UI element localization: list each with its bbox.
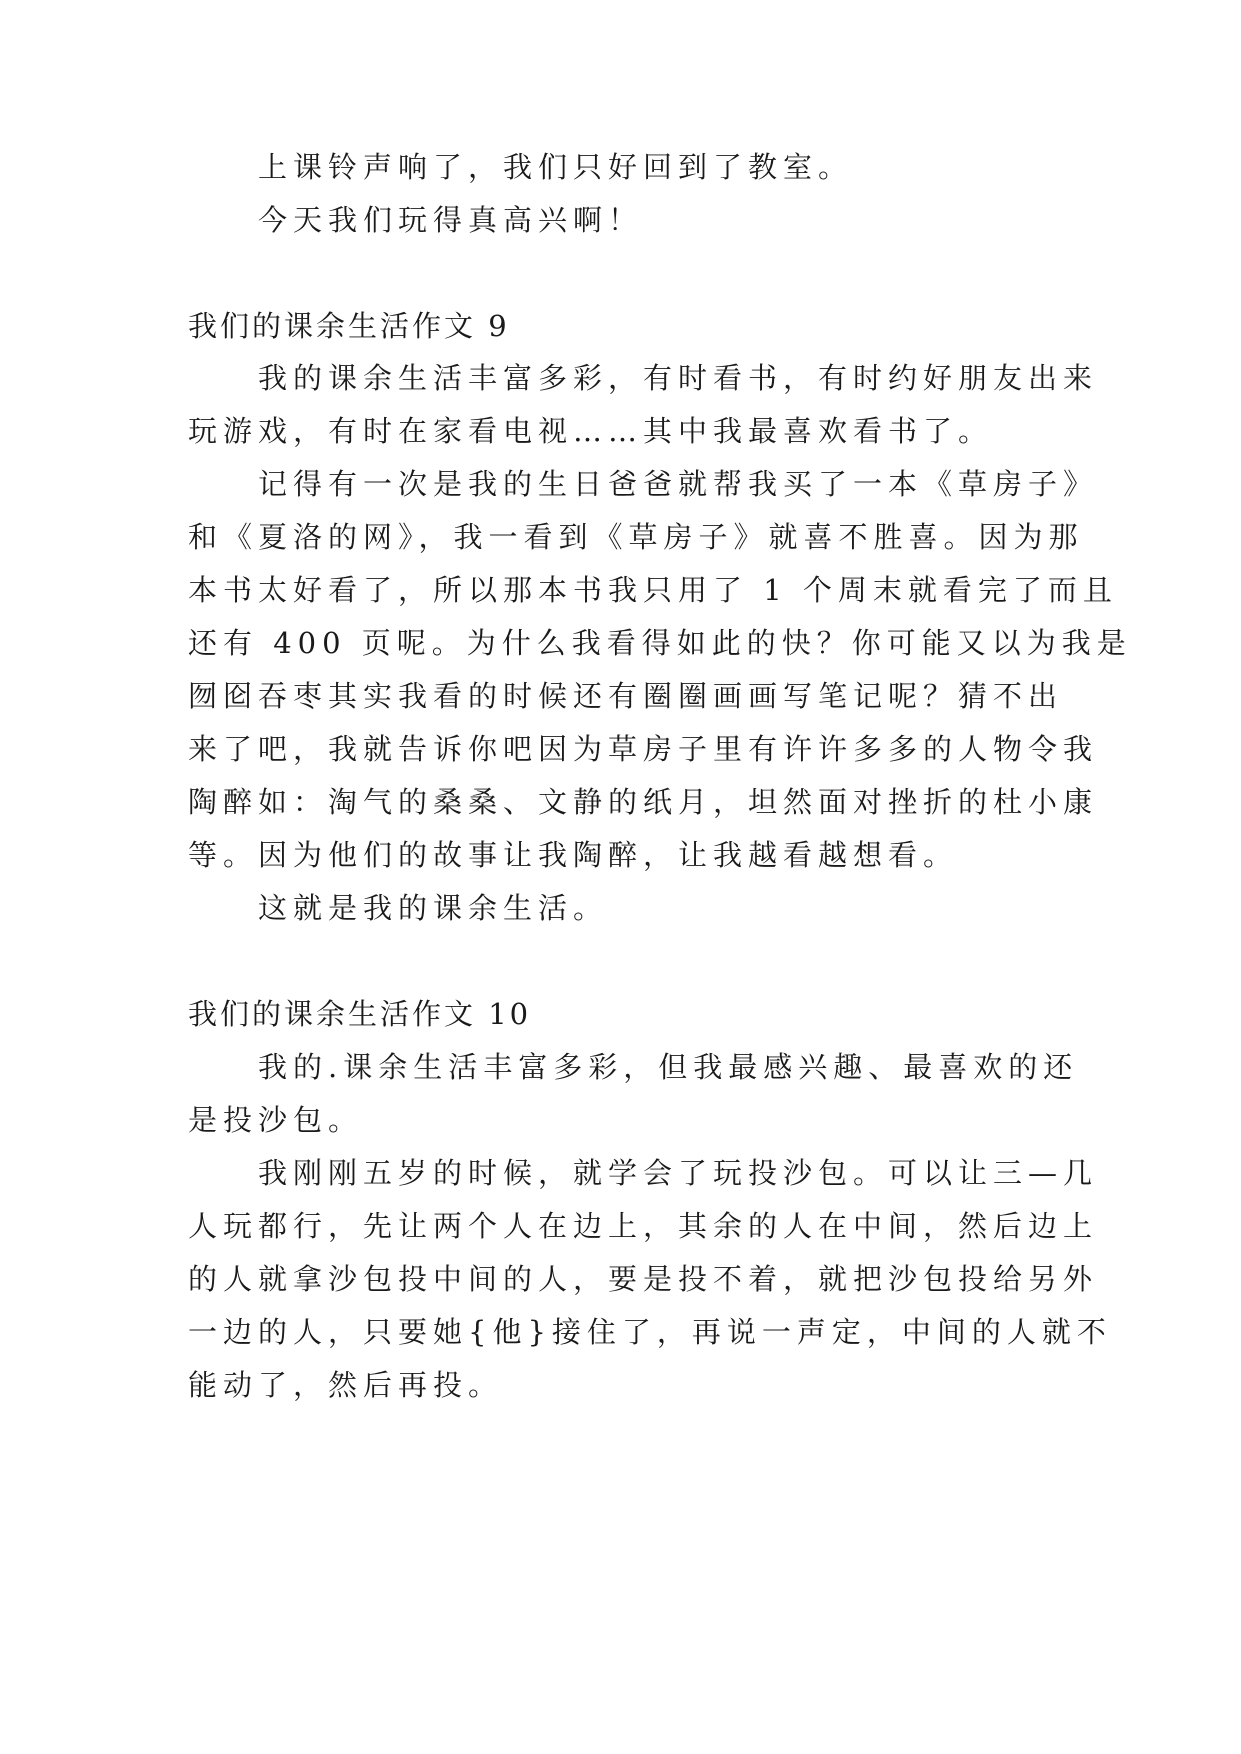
paragraph-line: 等。因为他们的故事让我陶醉，让我越看越想看。 xyxy=(188,838,959,872)
paragraph-line: 上课铃声响了，我们只好回到了教室。 xyxy=(258,150,854,184)
paragraph-line: 我的课余生活丰富多彩，有时看书，有时约好朋友出来 xyxy=(258,361,1099,395)
paragraph-line: 囫囵吞枣其实我看的时候还有圈圈画画写笔记呢？猜不出 xyxy=(188,679,1064,713)
paragraph-line: 是投沙包。 xyxy=(188,1103,364,1137)
paragraph-line: 记得有一次是我的生日爸爸就帮我买了一本《草房子》 xyxy=(258,467,1099,501)
paragraph-line: 我的.课余生活丰富多彩，但我最感兴趣、最喜欢的还 xyxy=(258,1050,1079,1084)
paragraph-line: 和《夏洛的网》，我一看到《草房子》就喜不胜喜。因为那 xyxy=(188,520,1084,554)
paragraph-line: 我刚刚五岁的时候，就学会了玩投沙包。可以让三—几 xyxy=(258,1156,1099,1190)
paragraph-line: 玩游戏，有时在家看电视……其中我最喜欢看书了。 xyxy=(188,414,994,448)
essay-title-9: 我们的课余生活作文 9 xyxy=(188,309,510,343)
paragraph-line: 来了吧，我就告诉你吧因为草房子里有许许多多的人物令我 xyxy=(188,732,1099,766)
paragraph-line: 本书太好看了，所以那本书我只用了 1 个周末就看完了而且 xyxy=(188,573,1118,607)
paragraph-line: 还有 400 页呢。为什么我看得如此的快？你可能又以为我是 xyxy=(188,626,1132,660)
paragraph-line: 人玩都行，先让两个人在边上，其余的人在中间，然后边上 xyxy=(188,1209,1099,1243)
paragraph-line: 陶醉如：淘气的桑桑、文静的纸月，坦然面对挫折的杜小康 xyxy=(188,785,1099,819)
paragraph-line: 今天我们玩得真高兴啊！ xyxy=(258,203,644,237)
paragraph-line: 的人就拿沙包投中间的人，要是投不着，就把沙包投给另外 xyxy=(188,1262,1099,1296)
paragraph-line: 这就是我的课余生活。 xyxy=(258,891,609,925)
paragraph-line: 能动了，然后再投。 xyxy=(188,1368,504,1402)
essay-title-10: 我们的课余生活作文 10 xyxy=(188,997,532,1031)
paragraph-line: 一边的人，只要她{他}接住了，再说一声定，中间的人就不 xyxy=(188,1315,1112,1349)
